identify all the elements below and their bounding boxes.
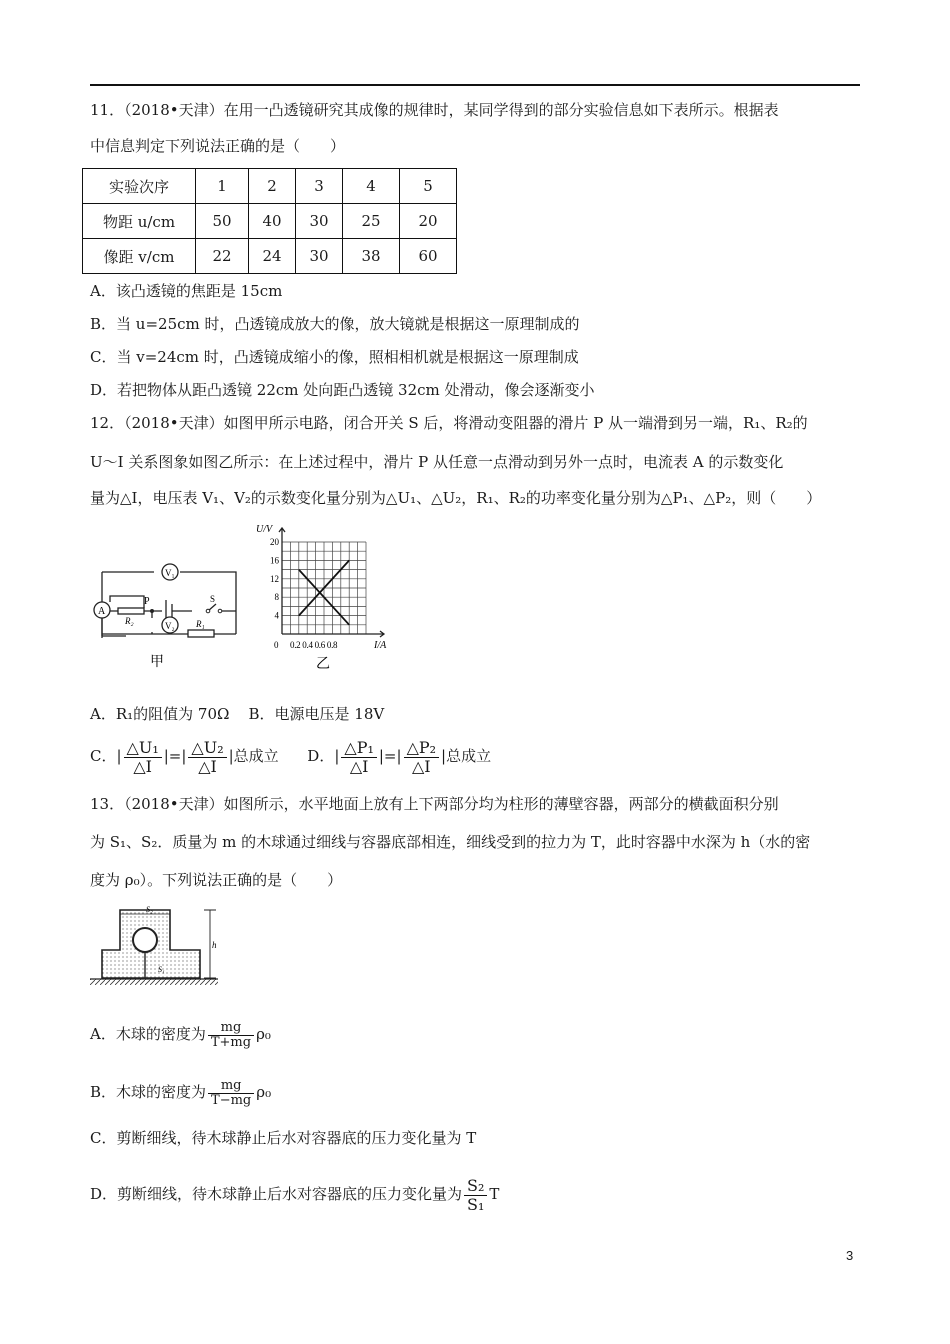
q12-options-ab [90,704,384,724]
table-cell: 38 [343,239,400,274]
q11-option-b: B．当 u=25cm 时，凸透镜成放大的像，放大镜就是根据这一原理制成的 [90,315,580,333]
x-axis-label: I/A [374,640,387,651]
q12-stem-line1: 12．（2018•天津）如图甲所示电路，闭合开关 S 后，将滑动变阻器的滑片 P 从一端滑到另一端，R₁、R₂的 [90,414,808,432]
q12-option-d-prefix: D．| [307,747,340,765]
table-cell: 25 [343,204,400,239]
origin-label: 0 [274,640,279,650]
q13-option-d [90,1174,499,1214]
header-rule [90,84,860,86]
table-cell: 1 [196,169,249,204]
q11-stem-line1: 11．（2018•天津）在用一凸透镜研究其成像的规律时，某同学得到的部分实验信息如下表所示。根据表 [90,101,779,119]
fraction-mg-tminusmg [208,1079,254,1108]
y-tick-label: 4 [274,610,279,621]
q12-stem-line2: U～I 关系图象如图乙所示：在上述过程中，滑片 P 从任意一点滑动到另外一点时，电流表 A 的示数变化 [90,453,784,471]
q13-option-c: C．剪断细线，待木球静止后水对容器底的压力变化量为 T [90,1129,477,1147]
q12-option-b: B．电源电压是 18V [248,705,385,723]
v1-label: V₁ [165,568,175,578]
abs-equals: |=| [378,747,402,765]
page-number: 3 [846,1248,854,1263]
slider-p-label: P [144,596,150,607]
abs-end: |总成立 [441,747,492,765]
table-row [83,204,457,239]
table-cell: 30 [296,204,343,239]
y-axis [279,528,285,634]
rho-zero: ρ₀ [256,1083,272,1101]
q12-options-cd [90,736,491,776]
r1-label: R₁ [196,619,205,629]
q13-stem-line2: 为 S₁、S₂．质量为 m 的木球通过细线与容器底部相连，细线受到的拉力为 T，此时容器中水深为 h（水的密 [90,833,811,851]
container-figure [90,900,222,992]
q13-option-a-prefix: A．木球的密度为 [90,1025,206,1043]
table-cell: 20 [400,204,457,239]
rho-zero: ρ₀ [256,1025,271,1043]
table-header-cell: 物距 u/cm [83,204,196,239]
ammeter-label: A [98,606,106,617]
table-cell: 30 [296,239,343,274]
fraction-denominator: S₁ [467,1194,485,1214]
q11-option-d: D．若把物体从距凸透镜 22cm 处向距凸透镜 32cm 处滑动，像会逐渐变小 [90,381,595,399]
y-tick-label: 20 [270,537,279,547]
table-cell: 24 [249,239,296,274]
s2-label: S₂ [146,905,153,914]
q13-option-b-prefix: B．木球的密度为 [90,1083,207,1101]
fraction-numerator: △P₂ [404,739,439,758]
table-row [83,239,457,274]
q11-stem-line2: 中信息判定下列说法正确的是（ ） [90,137,346,155]
q13-stem-line1: 13．（2018•天津）如图所示，水平地面上放有上下两部分均为柱形的薄壁容器，两部分的横截面积分别 [90,795,779,813]
q13-option-a [90,1014,271,1054]
fraction-denominator: △I [133,756,152,776]
q12-option-a: A．R₁的阻值为 70Ω [90,705,230,723]
fraction-denominator: △I [349,756,369,776]
switch-label: S [210,594,216,604]
v2-label: V₂ [165,621,175,631]
figure-b-caption: 乙 [316,657,330,672]
fraction-denominator: T+mg [210,1034,252,1050]
fraction-du2-di [188,739,226,776]
table-cell: 4 [343,169,400,204]
y-tick-label: 8 [274,592,279,603]
table-cell: 50 [196,204,249,239]
fraction-numerator: △U₁ [124,739,162,758]
fraction-denominator: T−mg [211,1092,252,1108]
fraction-dp1-di [341,739,376,776]
q13-option-d-prefix: D．剪断细线，待木球静止后水对容器底的压力变化量为 [90,1185,463,1203]
q11-option-a: A．该凸透镜的焦距是 15cm [90,282,283,300]
fraction-numerator: △U₂ [188,739,226,758]
table-cell: 5 [400,169,457,204]
fraction-mg-tplusmg [208,1021,254,1050]
y-tick-label: 16 [270,555,279,566]
table-header-cell: 像距 v/cm [83,239,196,274]
q13-stem-line3: 度为 ρ₀）。下列说法正确的是（ ） [90,871,343,889]
y-tick-label: 12 [270,573,279,584]
fraction-denominator: △I [411,756,431,776]
table-header-cell: 实验次序 [83,169,196,204]
table-cell: 60 [400,239,457,274]
fraction-dp2-di [404,739,439,776]
h-label: h [212,940,217,950]
table-cell: 3 [296,169,343,204]
fraction-numerator: mg [208,1021,254,1036]
table-cell: 22 [196,239,249,274]
abs-end: |总成立 [228,747,279,765]
q12-stem-line3: 量为△I，电压表 V₁、V₂的示数变化量分别为△U₁、△U₂，R₁、R₂的功率变化量分别为△P₁、△P₂，则（ ） [90,489,822,507]
fraction-denominator: △I [198,756,217,776]
fraction-du1-di [124,739,162,776]
q11-option-c: C．当 v=24cm 时，凸透镜成缩小的像，照相相机就是根据这一原理制成 [90,348,579,366]
q13-option-d-suffix: T [489,1185,500,1203]
y-axis-label: U/V [256,524,273,535]
s1-label: S₁ [158,965,165,974]
table-cell: 2 [249,169,296,204]
q12-option-c-prefix: C．| [90,747,122,765]
q13-option-b [90,1072,271,1112]
table-cell: 40 [249,204,296,239]
x-tick-labels: 0.2 0.4 0.6 0.8 [290,640,338,650]
fraction-numerator: S₂ [464,1177,487,1196]
fraction-numerator: △P₁ [341,739,376,758]
fraction-s2-s1 [464,1177,487,1214]
experiment-table [82,168,457,274]
fraction-numerator: mg [208,1079,254,1094]
circuit-figure [92,542,248,672]
figure-a-caption: 甲 [150,655,164,670]
table-row [83,169,457,204]
x-axis [282,631,384,637]
ui-graph [252,522,402,672]
r2-label: R₂ [125,616,134,626]
abs-equals: |=| [163,747,187,765]
